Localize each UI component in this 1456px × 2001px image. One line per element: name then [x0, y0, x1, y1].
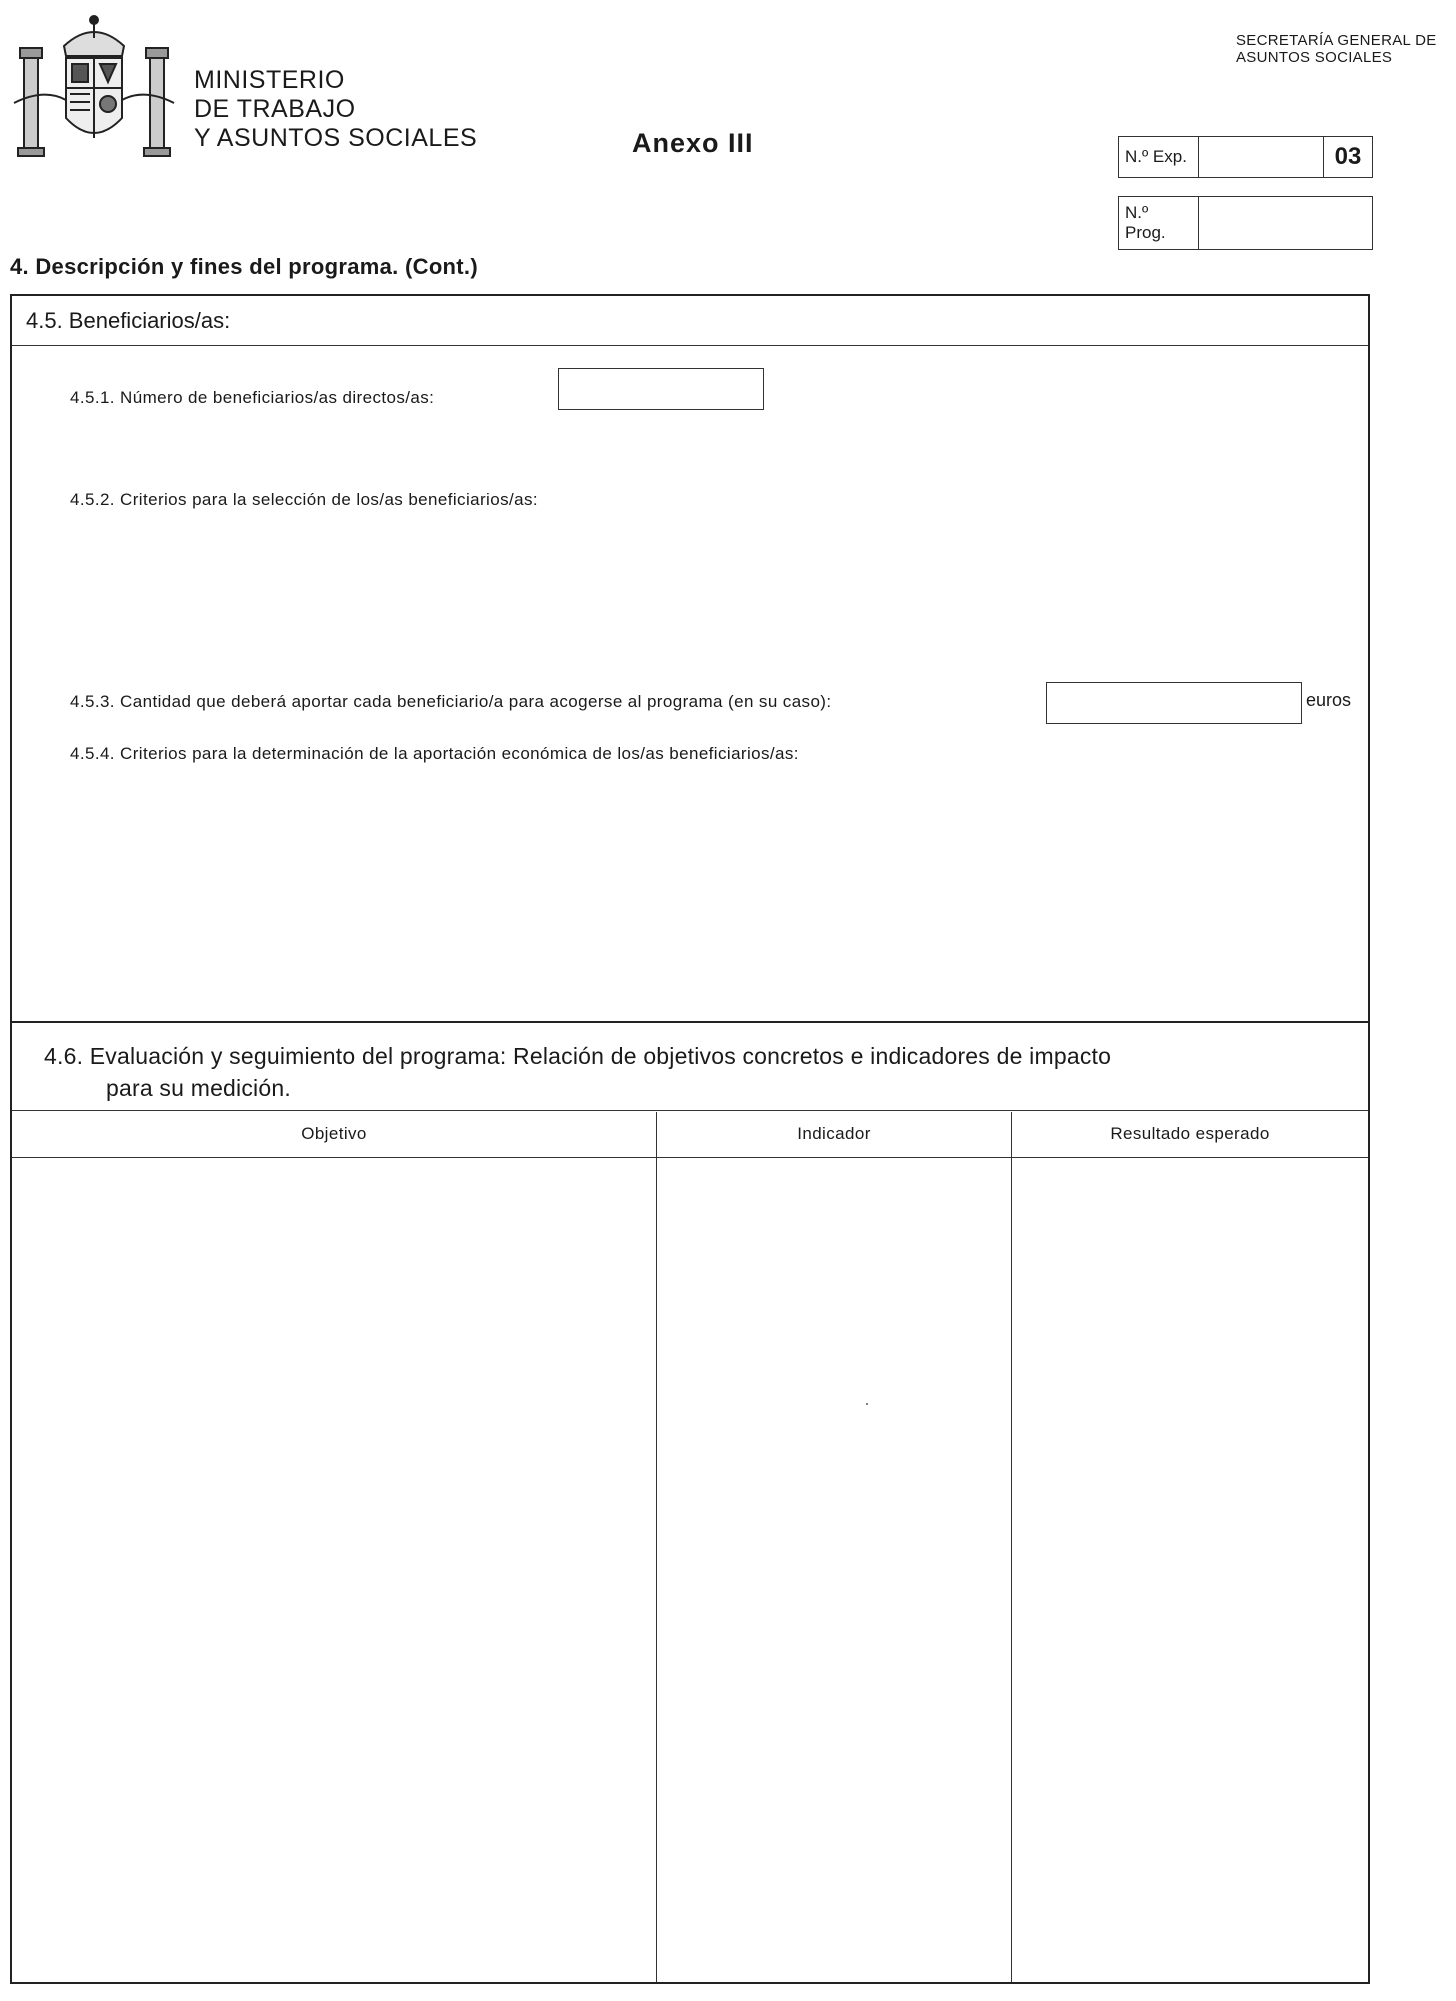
prog-number-field[interactable] — [1199, 197, 1372, 249]
item-454-label: 4.5.4. Criterios para la determinación de la aportación económica de los/as beneficiarios/as: — [70, 744, 799, 763]
ministry-line-2: DE TRABAJO — [194, 95, 356, 123]
objetivo-cell[interactable] — [12, 1158, 656, 1982]
beneficiarios-heading: 4.5. Beneficiarios/as: — [26, 308, 231, 333]
annex-title: Anexo III — [632, 128, 754, 158]
scan-speck — [866, 1403, 868, 1405]
evaluacion-heading-row — [12, 1023, 1368, 1111]
evaluacion-table-header — [12, 1112, 1368, 1158]
prog-number-box — [1118, 196, 1373, 250]
item-453-label: 4.5.3. Cantidad que deberá aportar cada beneficiario/a para acogerse al programa (en su caso): — [70, 692, 832, 711]
secretaria-line-1: SECRETARÍA GENERAL DE — [1236, 32, 1437, 49]
item-451-label: 4.5.1. Número de beneficiarios/as directos/as: — [70, 388, 435, 407]
ministry-name — [194, 66, 477, 153]
exp-number-label: N.º Exp. — [1119, 137, 1199, 177]
ministry-line-3: Y ASUNTOS SOCIALES — [194, 124, 478, 152]
section-title: 4. Descripción y fines del programa. (Cont.) — [10, 254, 478, 279]
column-header-indicador: Indicador — [797, 1124, 871, 1143]
exp-number-box — [1118, 136, 1373, 178]
evaluacion-heading-line-2: para su medición. — [106, 1075, 291, 1101]
euros-unit: euros — [1306, 690, 1352, 710]
exp-code: 03 — [1323, 137, 1372, 177]
column-header-resultado: Resultado esperado — [1110, 1124, 1270, 1143]
item-452-label: 4.5.2. Criterios para la selección de los/as beneficiarios/as: — [70, 490, 538, 509]
beneficiarios-heading-row — [12, 296, 1368, 346]
resultado-cell[interactable] — [1012, 1158, 1368, 1982]
secretaria-line-2: ASUNTOS SOCIALES — [1236, 49, 1393, 66]
secretaria-name — [1236, 32, 1437, 66]
indicador-cell[interactable] — [657, 1158, 1011, 1982]
column-header-objetivo: Objetivo — [301, 1124, 367, 1143]
ministry-line-1: MINISTERIO — [194, 66, 345, 94]
prog-number-label: N.º Prog. — [1119, 197, 1199, 249]
beneficiarios-count-field[interactable] — [558, 368, 764, 410]
evaluacion-heading-line-1: 4.6. Evaluación y seguimiento del programa: Relación de objetivos concretos e indicadores de impacto — [44, 1043, 1112, 1069]
exp-number-field[interactable] — [1199, 137, 1323, 177]
aportacion-amount-field[interactable] — [1046, 682, 1302, 724]
coat-of-arms-icon — [4, 8, 184, 168]
